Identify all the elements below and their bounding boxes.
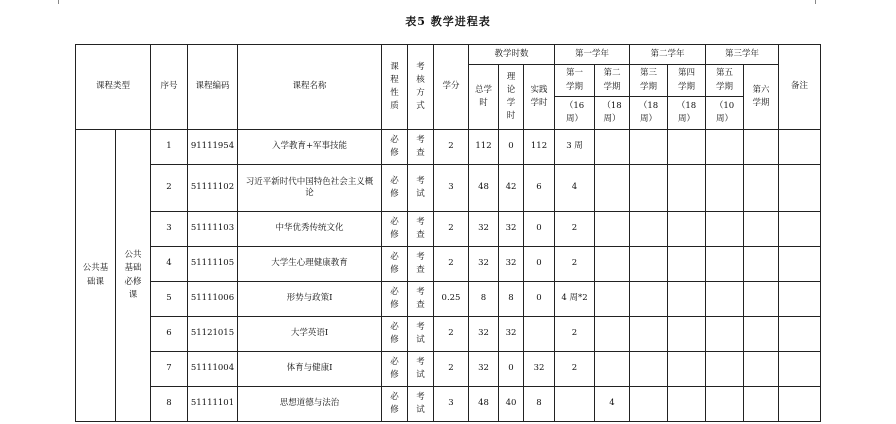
row-theory: 8 [499, 282, 524, 317]
row-sem4 [668, 247, 706, 282]
row-sem2 [595, 165, 630, 212]
row-remark [779, 212, 821, 247]
row-credit: 2 [434, 317, 469, 352]
row-sem2 [595, 352, 630, 387]
row-nature: 必 修 [382, 317, 408, 352]
row-sem2 [595, 282, 630, 317]
row-sem6 [744, 247, 779, 282]
row-practice [524, 317, 555, 352]
header-theory-hours: 理 论 学 时 [499, 65, 524, 130]
row-sem3 [630, 165, 668, 212]
page-corner-mark [58, 0, 59, 4]
row-code: 51111105 [188, 247, 238, 282]
header-weeks-3: （18 周） [630, 97, 668, 130]
row-code: 51111102 [188, 165, 238, 212]
row-course-name: 大学英语Ⅰ [238, 317, 382, 352]
row-theory: 42 [499, 165, 524, 212]
row-remark [779, 317, 821, 352]
table-row [76, 352, 821, 387]
header-year2: 第二学年 [630, 45, 706, 65]
row-sem5 [706, 352, 744, 387]
row-exam: 考 查 [408, 212, 434, 247]
row-sem1: 3 周 [555, 130, 595, 165]
table-row [76, 130, 821, 165]
row-course-name: 形势与政策Ⅰ [238, 282, 382, 317]
table-row [76, 387, 821, 422]
row-sem6 [744, 212, 779, 247]
row-nature: 必 修 [382, 212, 408, 247]
row-sem1: 4 周*2 [555, 282, 595, 317]
row-remark [779, 247, 821, 282]
row-sem5 [706, 387, 744, 422]
header-weeks-4: （18 周） [668, 97, 706, 130]
table-row [76, 317, 821, 352]
row-exam: 考 查 [408, 247, 434, 282]
header-semester-2: 第二 学期 [595, 65, 630, 97]
row-theory: 0 [499, 130, 524, 165]
row-sem2 [595, 212, 630, 247]
row-credit: 2 [434, 352, 469, 387]
header-seq: 序号 [151, 45, 188, 130]
row-exam: 考 试 [408, 387, 434, 422]
header-course-nature: 课 程 性 质 [382, 45, 408, 130]
row-sem3 [630, 247, 668, 282]
row-remark [779, 352, 821, 387]
row-total: 112 [469, 130, 499, 165]
row-remark [779, 165, 821, 212]
row-exam: 考 查 [408, 282, 434, 317]
row-sem5 [706, 317, 744, 352]
row-course-name: 大学生心理健康教育 [238, 247, 382, 282]
row-code: 51111103 [188, 212, 238, 247]
row-sem4 [668, 387, 706, 422]
row-sem6 [744, 387, 779, 422]
row-theory: 32 [499, 247, 524, 282]
row-sem1: 2 [555, 247, 595, 282]
row-sem5 [706, 282, 744, 317]
row-sem6 [744, 317, 779, 352]
table-row [76, 165, 821, 212]
row-sem2 [595, 247, 630, 282]
row-code: 51111006 [188, 282, 238, 317]
category-main-cell: 公共基 础课 [76, 130, 116, 422]
row-code: 51111101 [188, 387, 238, 422]
row-course-name: 习近平新时代中国特色社会主义概论 [238, 165, 382, 212]
row-course-name: 中华优秀传统文化 [238, 212, 382, 247]
row-remark [779, 282, 821, 317]
row-credit: 0.25 [434, 282, 469, 317]
header-semester-3: 第三 学期 [630, 65, 668, 97]
row-sem5 [706, 212, 744, 247]
header-exam-method: 考 核 方 式 [408, 45, 434, 130]
row-total: 32 [469, 247, 499, 282]
row-course-name: 思想道德与法治 [238, 387, 382, 422]
header-weeks-5: （10 周） [706, 97, 744, 130]
row-exam: 考 试 [408, 352, 434, 387]
row-remark [779, 387, 821, 422]
row-credit: 2 [434, 247, 469, 282]
row-sem6 [744, 165, 779, 212]
row-practice: 112 [524, 130, 555, 165]
row-practice: 32 [524, 352, 555, 387]
row-practice: 0 [524, 282, 555, 317]
row-course-name: 体育与健康Ⅰ [238, 352, 382, 387]
row-sem1: 2 [555, 212, 595, 247]
table-title: 表5 教学进程表 [405, 15, 491, 28]
row-theory: 32 [499, 212, 524, 247]
row-total: 8 [469, 282, 499, 317]
table-row [76, 282, 821, 317]
row-practice: 0 [524, 212, 555, 247]
row-total: 48 [469, 165, 499, 212]
header-credit: 学分 [434, 45, 469, 130]
row-sem3 [630, 387, 668, 422]
row-nature: 必 修 [382, 247, 408, 282]
row-code: 91111954 [188, 130, 238, 165]
row-credit: 2 [434, 212, 469, 247]
header-year3: 第三学年 [706, 45, 779, 65]
header-total-hours: 总学 时 [469, 65, 499, 130]
header-course-name: 课程名称 [238, 45, 382, 130]
row-practice: 0 [524, 247, 555, 282]
header-practice-hours: 实践 学时 [524, 65, 555, 130]
row-credit: 3 [434, 165, 469, 212]
row-practice: 6 [524, 165, 555, 212]
row-sem6 [744, 130, 779, 165]
row-sem3 [630, 130, 668, 165]
row-sem3 [630, 317, 668, 352]
row-seq: 4 [151, 247, 188, 282]
row-sem1 [555, 387, 595, 422]
row-seq: 5 [151, 282, 188, 317]
row-total: 32 [469, 212, 499, 247]
row-sem3 [630, 352, 668, 387]
row-code: 51111004 [188, 352, 238, 387]
header-year1: 第一学年 [555, 45, 630, 65]
row-exam: 考 试 [408, 165, 434, 212]
category-sub-cell: 公共 基础 必修 课 [116, 130, 151, 422]
header-teaching-hours: 教学时数 [469, 45, 555, 65]
row-credit: 3 [434, 387, 469, 422]
row-sem4 [668, 282, 706, 317]
row-theory: 40 [499, 387, 524, 422]
row-nature: 必 修 [382, 352, 408, 387]
row-total: 32 [469, 352, 499, 387]
row-remark [779, 130, 821, 165]
row-nature: 必 修 [382, 282, 408, 317]
row-exam: 考 试 [408, 317, 434, 352]
row-seq: 6 [151, 317, 188, 352]
row-sem2: 4 [595, 387, 630, 422]
row-sem1: 2 [555, 317, 595, 352]
header-semester-4: 第四 学期 [668, 65, 706, 97]
row-theory: 32 [499, 317, 524, 352]
row-sem4 [668, 130, 706, 165]
row-total: 32 [469, 317, 499, 352]
row-sem3 [630, 282, 668, 317]
row-nature: 必 修 [382, 130, 408, 165]
row-sem2 [595, 317, 630, 352]
row-code: 51121015 [188, 317, 238, 352]
row-seq: 8 [151, 387, 188, 422]
header-semester-5: 第五 学期 [706, 65, 744, 97]
header-semester-6: 第六 学期 [744, 65, 779, 130]
row-seq: 2 [151, 165, 188, 212]
row-sem5 [706, 165, 744, 212]
row-sem5 [706, 247, 744, 282]
teaching-schedule-table [75, 44, 821, 422]
row-sem3 [630, 212, 668, 247]
header-weeks-2: （18 周） [595, 97, 630, 130]
page-corner-mark [815, 0, 816, 4]
header-remark: 备注 [779, 45, 821, 130]
row-seq: 3 [151, 212, 188, 247]
row-sem6 [744, 282, 779, 317]
row-sem5 [706, 130, 744, 165]
header-course-code: 课程编码 [188, 45, 238, 130]
row-credit: 2 [434, 130, 469, 165]
row-nature: 必 修 [382, 165, 408, 212]
header-semester-1: 第一 学期 [555, 65, 595, 97]
row-sem4 [668, 352, 706, 387]
table-row [76, 247, 821, 282]
row-sem6 [744, 352, 779, 387]
row-sem4 [668, 212, 706, 247]
row-course-name: 入学教育+军事技能 [238, 130, 382, 165]
row-nature: 必 修 [382, 387, 408, 422]
table-row [76, 212, 821, 247]
row-total: 48 [469, 387, 499, 422]
header-course-category: 课程类型 [76, 45, 151, 130]
row-sem2 [595, 130, 630, 165]
row-sem1: 4 [555, 165, 595, 212]
row-seq: 7 [151, 352, 188, 387]
row-seq: 1 [151, 130, 188, 165]
header-weeks-1: （16 周） [555, 97, 595, 130]
row-sem4 [668, 165, 706, 212]
row-practice: 8 [524, 387, 555, 422]
row-sem1: 2 [555, 352, 595, 387]
row-theory: 0 [499, 352, 524, 387]
row-exam: 考 查 [408, 130, 434, 165]
row-sem4 [668, 317, 706, 352]
